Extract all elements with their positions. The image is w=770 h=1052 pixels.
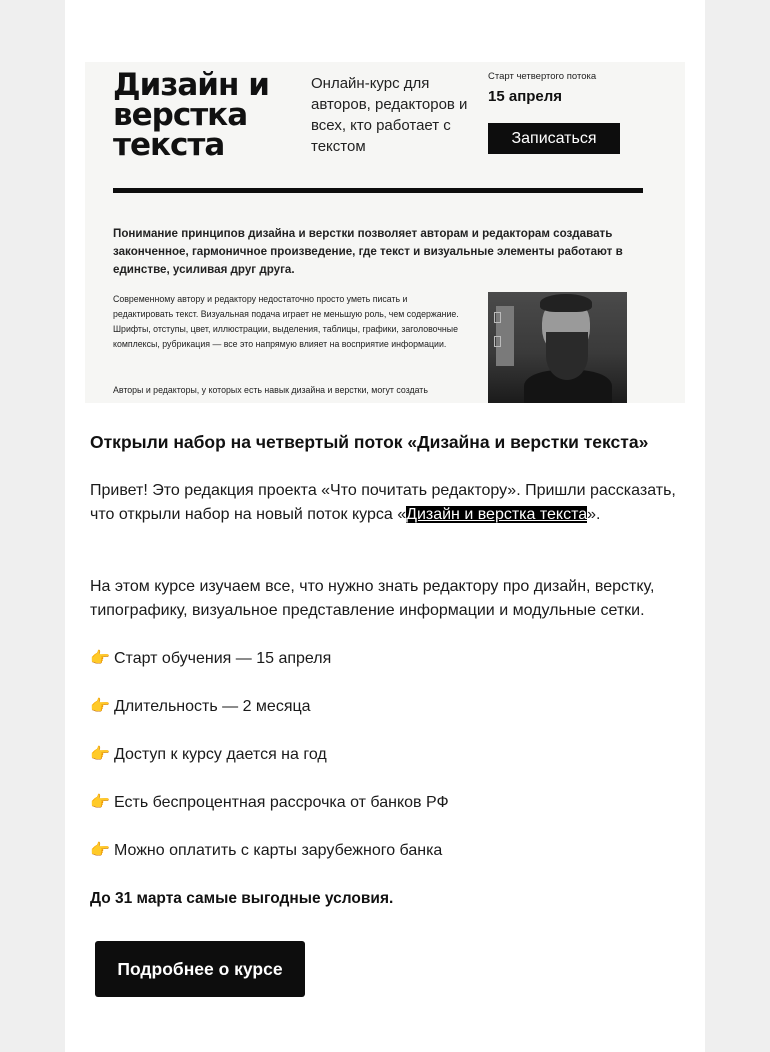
- list-item: [90, 647, 680, 671]
- email-card: [65, 0, 705, 1052]
- list-item: [90, 695, 680, 719]
- course-link[interactable]: Дизайн и верстка текста: [406, 506, 588, 523]
- instructor-photo: [488, 292, 627, 403]
- pointing-hand-icon: 👉: [90, 746, 110, 763]
- list-item-text: Старт обучения — 15 апреля: [114, 650, 332, 667]
- list-item: [90, 839, 680, 863]
- banner-footer-text: Авторы и редакторы, у которых есть навык дизайна и верстки, могут создать: [113, 385, 428, 395]
- list-item-text: Можно оплатить с карты зарубежного банка: [114, 842, 443, 859]
- pointing-hand-icon: 👉: [90, 698, 110, 715]
- course-details-button[interactable]: Подробнее о курсе: [95, 941, 305, 997]
- banner-start-date: 15 апреля: [488, 88, 563, 105]
- banner-divider: [113, 188, 643, 193]
- list-item-text: Доступ к курсу дается на год: [114, 746, 327, 763]
- course-banner[interactable]: [85, 62, 685, 403]
- banner-start-label: Старт четвертого потока: [488, 71, 597, 82]
- pointing-hand-icon: 👉: [90, 650, 110, 667]
- banner-lead-text: Понимание принципов дизайна и верстки позволяет авторам и редакторам создавать законченное, гармоничное произведение, где текст и визуальные элементы работают в единстве, усиливая друг друга.: [113, 227, 623, 276]
- list-item: [90, 791, 680, 815]
- intro-text: Привет! Это редакция проекта «Что почитать редактору». Пришли рассказать, что открыли набор на новый поток курса «: [90, 482, 676, 523]
- deadline-note: До 31 марта самые выгодные условия.: [90, 890, 394, 907]
- intro-paragraph: [90, 479, 680, 527]
- list-item: [90, 743, 680, 767]
- banner-subtitle: Онлайн-курс для авторов, редакторов и всех, кто работает с текстом: [311, 75, 468, 155]
- about-paragraph: На этом курсе изучаем все, что нужно знать редактору про дизайн, верстку, типографику, визуальное представление информации и модульные сетки.: [90, 578, 655, 619]
- list-item-text: Есть беспроцентная рассрочка от банков РФ: [114, 794, 449, 811]
- banner-body-text: Современному автору и редактору недостаточно просто уметь писать и редактировать текст. Визуальная подача играет не меньшую роль, чем содержание. Шрифты, отступы, цвет, иллюстрации, выделения, таблицы, графики, заголовочные комплексы, рубрикация — все это напрямую влияет на восприятие информации.: [113, 294, 459, 349]
- pointing-hand-icon: 👉: [90, 842, 110, 859]
- banner-title: Дизайн и верстка текста: [113, 67, 269, 163]
- list-item-text: Длительность — 2 месяца: [114, 698, 311, 715]
- intro-text-end: ».: [587, 506, 601, 523]
- pointing-hand-icon: 👉: [90, 794, 110, 811]
- banner-signup-button[interactable]: Записаться: [488, 123, 620, 154]
- article-headline: Открыли набор на четвертый поток «Дизайна и верстки текста»: [90, 432, 649, 452]
